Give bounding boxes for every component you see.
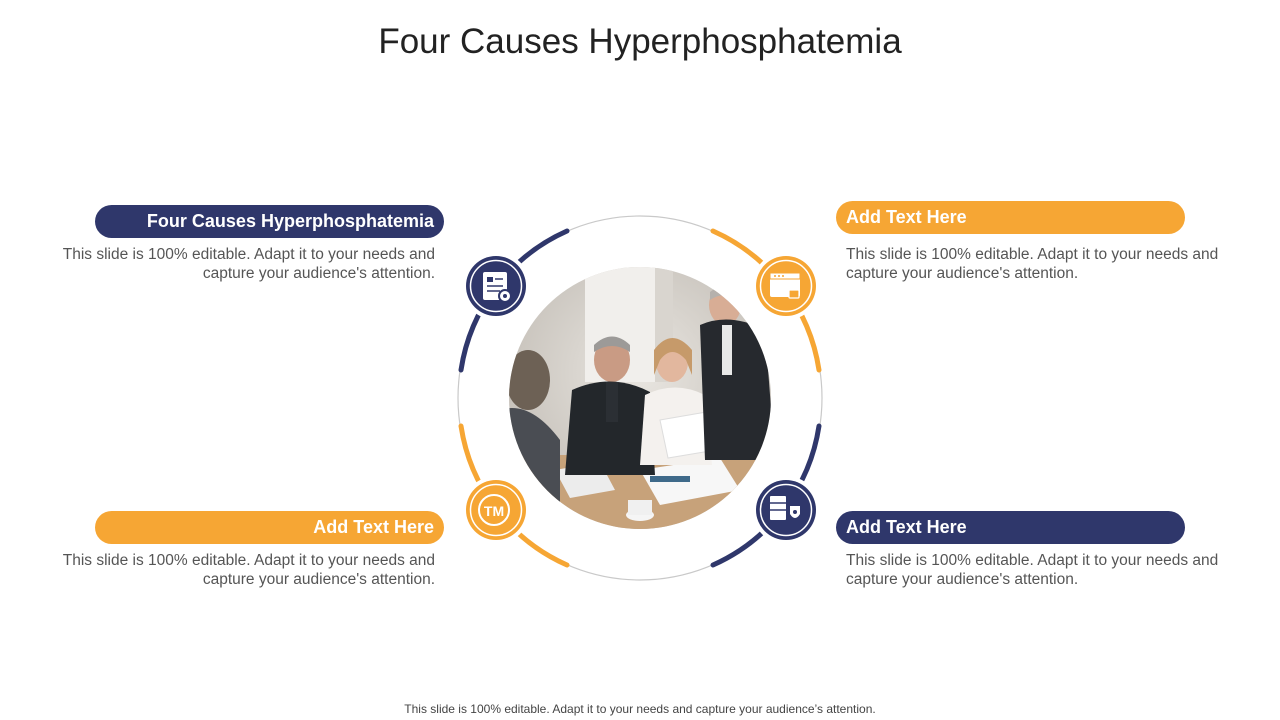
item-2-text: This slide is 100% editable. Adapt it to your needs and capture your audience's attention. [846, 246, 1219, 282]
footer-note: This slide is 100% editable. Adapt it to your needs and capture your audience’s attention. [404, 702, 876, 716]
item-1-heading: Four Causes Hyperphosphatemia [95, 205, 444, 238]
item-3-heading: Add Text Here [95, 511, 444, 544]
browser-lock-icon [752, 252, 820, 320]
item-4-text: This slide is 100% editable. Adapt it to your needs and capture your audience's attention. [846, 552, 1219, 588]
database-shield-icon [752, 476, 820, 544]
item-3-text: This slide is 100% editable. Adapt it to your needs and capture your audience's attention. [62, 552, 435, 588]
item-1-text: This slide is 100% editable. Adapt it to your needs and capture your audience's attention. [62, 246, 435, 282]
item-4-heading: Add Text Here [836, 511, 1185, 544]
svg-text:TM: TM [483, 503, 505, 519]
team-meeting-photo [500, 260, 780, 545]
item-2-heading: Add Text Here [836, 201, 1185, 234]
document-gear-icon [462, 252, 530, 320]
slide-title: Four Causes Hyperphosphatemia [378, 22, 902, 61]
trademark-icon [462, 476, 530, 544]
